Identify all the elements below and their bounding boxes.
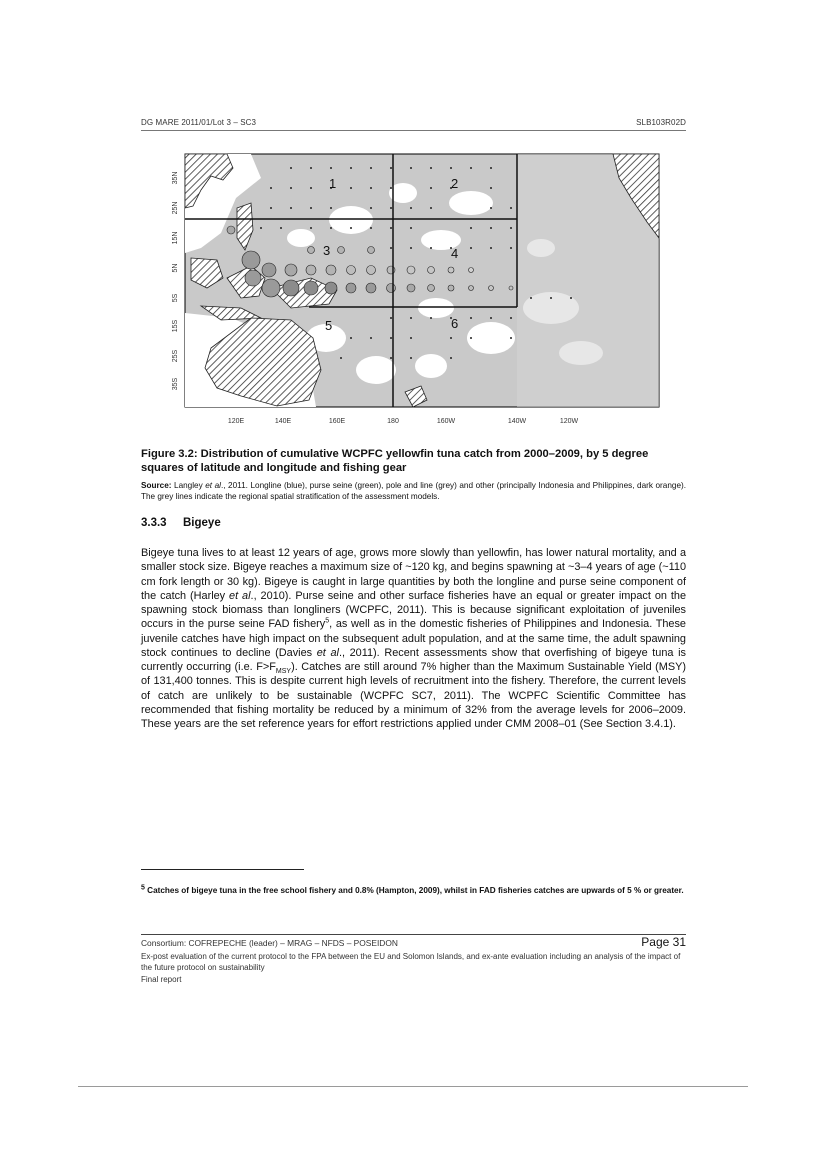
footer-status: Final report bbox=[141, 975, 182, 984]
source-label: Source: bbox=[141, 481, 172, 490]
svg-text:160E: 160E bbox=[328, 418, 346, 425]
footnote: $^5$ Catches of bigeye tuna in the free school fishery and 0.8% (Hampton, 2009), whilst in FAD fisheries catches are upwards of 5 % or greater. bbox=[141, 884, 684, 895]
footnote-divider bbox=[141, 869, 304, 870]
footer-consortium: Consortium: COFREPECHE (leader) – MRAG – NFDS – POSEIDON bbox=[141, 938, 398, 948]
longitude-labels bbox=[228, 418, 579, 425]
svg-text:35S: 35S bbox=[172, 377, 179, 391]
svg-text:120W: 120W bbox=[559, 418, 579, 425]
svg-text:160W: 160W bbox=[436, 418, 456, 425]
svg-text:25N: 25N bbox=[172, 201, 179, 215]
figure-source: Source: Langley et al., 2011. Longline (blue), purse seine (green), pole and line (grey) and other (principally Indonesia and Philippines, dark orange). The grey lines indicate the regional spatial stratification of the assessment models. bbox=[141, 481, 686, 501]
svg-text:25S: 25S bbox=[172, 349, 179, 363]
svg-text:180: 180 bbox=[387, 418, 399, 425]
svg-text:15S: 15S bbox=[172, 319, 179, 333]
figure-caption: Figure 3.2: Distribution of cumulative WCPFC yellowfin tuna catch from 2000–2009, by 5 degree squares of latitude and longitude and fishing gear bbox=[141, 448, 649, 474]
page-number: Page 31 bbox=[641, 935, 686, 949]
footer-description: Ex-post evaluation of the current protocol to the FPA between the EU and Solomon Islands, and ex-ante evaluation including an analysis of the impact of the future protocol on sustainability bbox=[141, 952, 681, 972]
running-header-right: SLB103R02D bbox=[636, 118, 686, 127]
svg-text:120E: 120E bbox=[227, 418, 245, 425]
svg-text:35N: 35N bbox=[172, 171, 179, 185]
region-label-4: 4 bbox=[451, 246, 459, 261]
svg-text:15N: 15N bbox=[172, 231, 179, 245]
region-label-6: 6 bbox=[451, 316, 459, 331]
region-label-5: 5 bbox=[325, 318, 333, 333]
svg-text:140W: 140W bbox=[507, 418, 527, 425]
region-label-1: 1 bbox=[329, 176, 337, 191]
latitude-labels bbox=[172, 172, 179, 391]
svg-text:140E: 140E bbox=[274, 418, 292, 425]
svg-text:5S: 5S bbox=[172, 293, 179, 303]
region-label-2: 2 bbox=[451, 176, 459, 191]
header-divider bbox=[141, 130, 686, 131]
svg-text:5N: 5N bbox=[172, 263, 179, 273]
section-title: Bigeye bbox=[183, 517, 221, 529]
footer-divider bbox=[141, 934, 686, 935]
section-heading bbox=[141, 517, 221, 529]
region-label-3: 3 bbox=[323, 243, 331, 258]
footnote-reference[interactable]: 5 bbox=[325, 617, 330, 625]
section-number: 3.3.3 bbox=[141, 517, 167, 529]
body-paragraph: Bigeye tuna lives to at least 12 years of age, grows more slowly than yellowfin, has lower natural mortality, and a smaller stock size. Bigeye reaches a maximum size of ~120 kg, and begins spawning at ~3–4 years of age (~110 cm fork length or 30 kg). Bigeye is caught in large quantities by both the longline and purse seine component of the catch (Harley et al., 2010). Purse seine and other surface fisheries have an equal or greater impact on the spawning stock biomass than longliners (WCPFC, 2011). This is because significant exploitation of juveniles occurs in the purse seine FAD fishery$^5$, as well as in the domestic fisheries of Philippines and Indonesia. These juvenile catches have high impact on the subsequent adult population, and at the same time, the adult spawning stock continues to decline (Davies et al., 2011). Recent assessments show that overfishing of bigeye tuna is currently occurring (i.e. $F>F_{MSY}$). Catches are still around 7% higher than the Maximum Sustainable Yield (MSY) of 131,400 tonnes. This is despite current high levels of recruitment into the fishery. Therefore, the current levels of catch are unlikely to be sustainable (WCPFC SC7, 2011). The WCPFC Scientific Committee has recommended that fishing mortality be reduced by a minimum of 32% from the average levels for 2006–2009. These years are the set reference years for effort restrictions applied under CMM 2008–01 (See Section 3.4.1). bbox=[141, 547, 687, 730]
catch-distribution-map bbox=[141, 138, 686, 438]
page-bottom-divider bbox=[78, 1086, 748, 1087]
running-header-left: DG MARE 2011/01/Lot 3 – SC3 bbox=[141, 118, 257, 127]
